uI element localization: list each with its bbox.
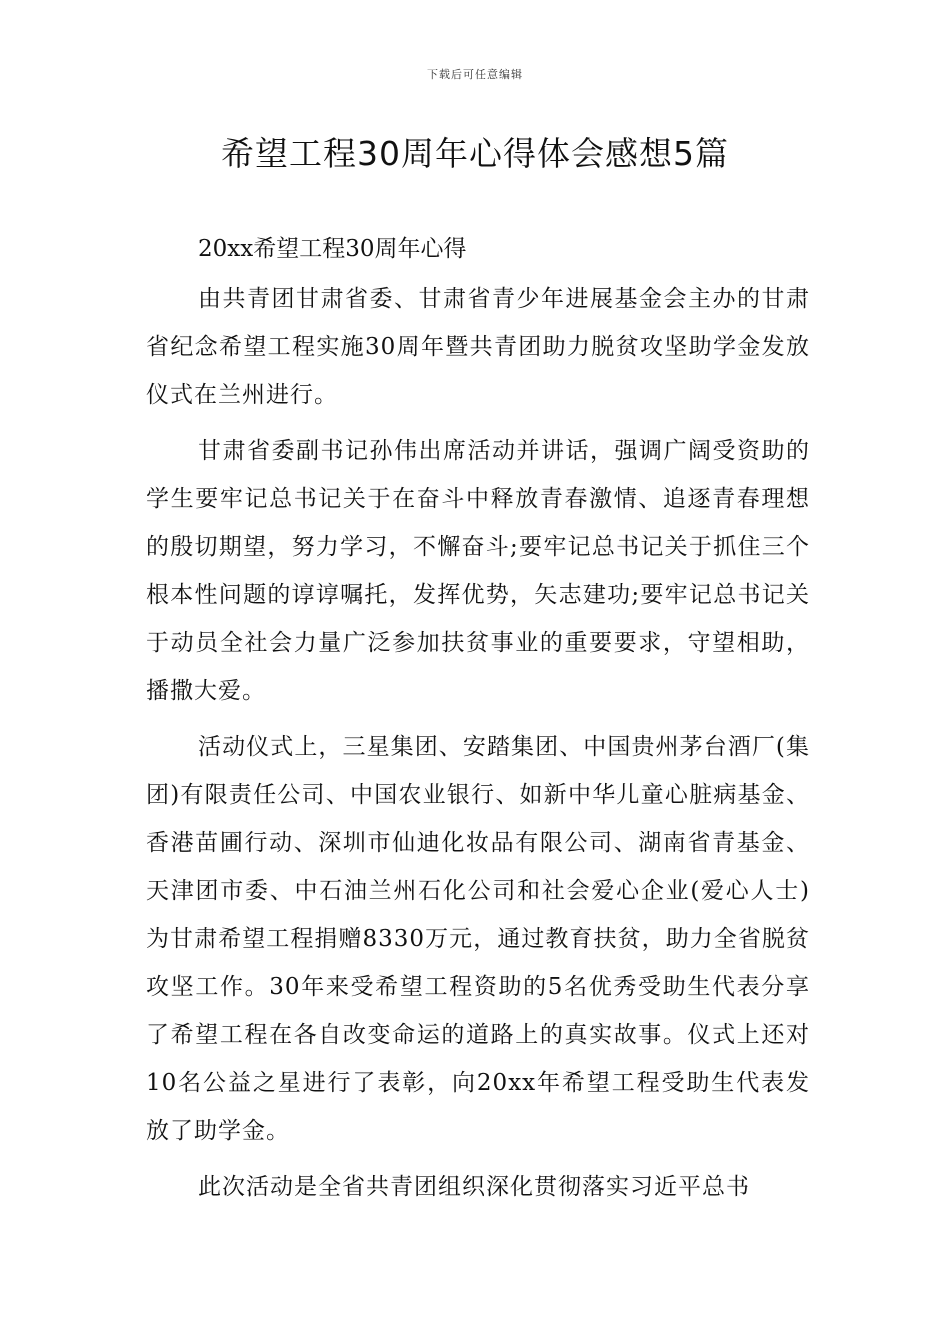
section-subtitle: 20xx希望工程30周年心得 [198,236,467,262]
paragraph: 由共青团甘肃省委、甘肃省青少年进展基金会主办的甘肃省纪念希望工程实施30周年暨共青团助力脱贫攻坚助学金发放仪式在兰州进行。 [146,286,810,408]
header-note: 下载后可任意编辑 [427,68,523,81]
document-body [146,225,810,1219]
paragraph: 此次活动是全省共青团组织深化贯彻落实习近平总书 [198,1174,750,1200]
document-title: 希望工程30周年心得体会感想5篇 [221,134,729,173]
paragraph: 甘肃省委副书记孙伟出席活动并讲话，强调广阔受资助的学生要牢记总书记关于在奋斗中释放青春激情、追逐青春理想的殷切期望，努力学习，不懈奋斗;要牢记总书记关于抓住三个根本性问题的谆谆嘱托，发挥优势，矢志建功;要牢记总书记关于动员全社会力量广泛参加扶贫事业的重要要求，守望相助，播撒大爱。 [146,438,810,704]
paragraph: 活动仪式上，三星集团、安踏集团、中国贵州茅台酒厂(集团)有限责任公司、中国农业银行、如新中华儿童心脏病基金、香港苗圃行动、深圳市仙迪化妆品有限公司、湖南省青基金、天津团市委、中石油兰州石化公司和社会爱心企业(爱心人士)为甘肃希望工程捐赠8330万元，通过教育扶贫，助力全省脱贫攻坚工作。30年来受希望工程资助的5名优秀受助生代表分享了希望工程在各自改变命运的道路上的真实故事。仪式上还对10名公益之星进行了表彰，向20xx年希望工程受助生代表发放了助学金。 [146,734,810,1144]
